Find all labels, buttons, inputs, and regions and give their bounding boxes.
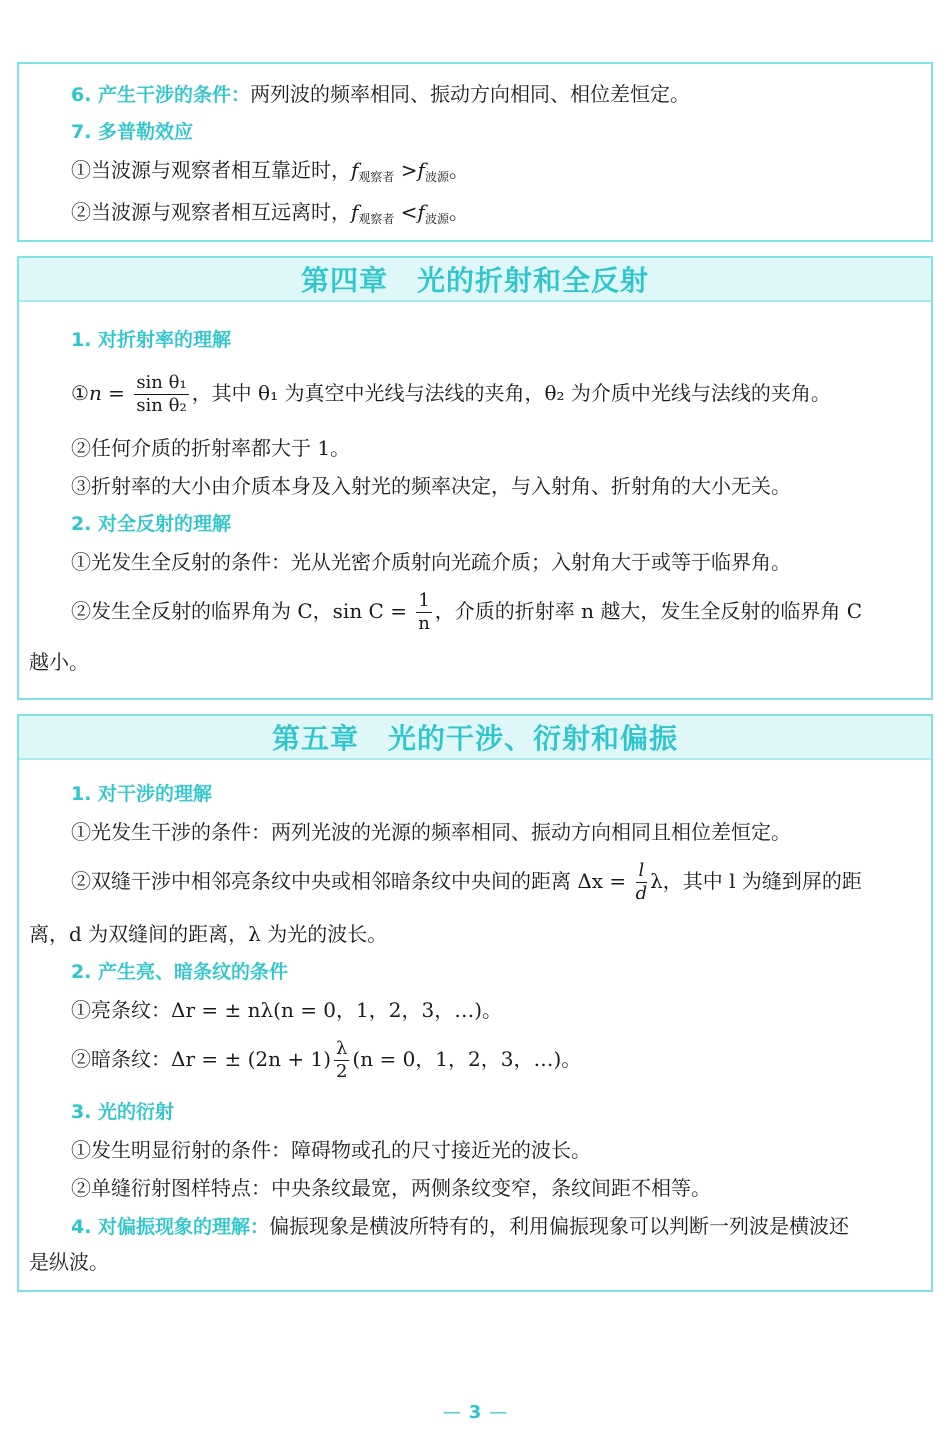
ch4-s1-line-3: ③折射率的大小由介质本身及入射光的频率决定，与入射角、折射角的大小无关。: [71, 474, 791, 498]
chapter-5-header: [19, 716, 931, 760]
chapter-5-box: [17, 714, 933, 1292]
ch4-s1-heading: 1. 对折射率的理解: [71, 329, 232, 351]
item-6-text: 两列波的频率相同、振动方向相同、相位差恒定。: [250, 82, 691, 106]
ch5-s3-line-2: ②单缝衍射图样特点：中央条纹最宽，两侧条纹变窄，条纹间距不相等。: [71, 1176, 711, 1200]
ch4-refraction-formula-line: ①n = $\frac{\text{sin θ₁}}{\text{sin θ₂}}$ ，其中 θ₁ 为真空中光线与法线的夹角，θ₂ 为介质中光线与法线的夹角。: [71, 372, 831, 416]
ch4-s2-heading: 2. 对全反射的理解: [71, 513, 232, 535]
ch5-bright-fringe-line: ①亮条纹：Δr = ± nλ(n = 0，1，2，3，…)。: [71, 998, 503, 1022]
ch5-s1-line-1: ①光发生干涉的条件：两列光波的光源的频率相同、振动方向相同且相位差恒定。: [71, 820, 791, 844]
dark-fringe-fraction: $\frac{\lambda}{2}$: [335, 1038, 348, 1082]
chapter-5-title: 第五章 光的干涉、衍射和偏振: [271, 722, 678, 755]
ch5-s1-heading: 1. 对干涉的理解: [71, 783, 213, 805]
ch4-s2-line-3: 越小。: [29, 650, 89, 674]
item-6-heading: 6. 产生干涉的条件：: [71, 84, 251, 106]
item-6-line: [71, 80, 690, 109]
item-7-heading: 7. 多普勒效应: [71, 121, 194, 143]
chapter-4-header: [19, 258, 931, 302]
doppler-approach-line: ①当波源与观察者相互靠近时，$f_{观察者} >f_{波源}$。: [71, 158, 469, 184]
ch5-s4-line: 4. 对偏振现象的理解：偏振现象是横波所特有的，利用偏振现象可以判断一列波是横波还: [71, 1214, 850, 1238]
ch4-s1-line-2: ②任何介质的折射率都大于 1。: [71, 436, 351, 460]
ch5-s4-line-2: 是纵波。: [29, 1250, 109, 1274]
critical-angle-fraction: $\frac{1}{n}$: [418, 590, 430, 634]
ch4-s2-line-1: ①光发生全反射的条件：光从光密介质射向光疏介质；入射角大于或等于临界角。: [71, 550, 791, 574]
doppler-recede-line: ②当波源与观察者相互远离时，$f_{观察者} <f_{波源}$。: [71, 200, 469, 226]
fringe-spacing-fraction: $\frac{l}{d}$: [635, 860, 648, 904]
ch5-fringe-spacing-line: ②双缝干涉中相邻亮条纹中央或相邻暗条纹中央间的距离 Δx = $\frac{l}{d}$ λ，其中 l 为缝到屏的距: [71, 860, 862, 904]
ch5-s3-line-1: ①发生明显衍射的条件：障碍物或孔的尺寸接近光的波长。: [71, 1138, 591, 1162]
ch5-s3-heading: 3. 光的衍射: [71, 1101, 175, 1123]
ch5-dark-fringe-line: ②暗条纹：Δr = ± (2n + 1) $\frac{\lambda}{2}$ (n = 0，1，2，3，…)。: [71, 1038, 582, 1082]
page-number: — 3 —: [442, 1402, 508, 1423]
refraction-index-fraction: $\frac{\text{sin θ₁}}{\text{sin θ₂}}$: [136, 372, 187, 416]
ch5-s2-heading: 2. 产生亮、暗条纹的条件: [71, 961, 289, 983]
chapter-4-box: [17, 256, 933, 700]
ch5-s1-line-3: 离，d 为双缝间的距离，λ 为光的波长。: [29, 922, 388, 946]
chapter-4-title: 第四章 光的折射和全反射: [300, 264, 649, 297]
section-box-continued: [17, 62, 933, 242]
ch5-s4-heading: 4. 对偏振现象的理解：: [71, 1216, 270, 1238]
ch4-critical-angle-line: ②发生全反射的临界角为 C，sin C = $\frac{1}{n}$ ，介质的折射率 n 越大，发生全反射的临界角 C: [71, 590, 863, 634]
